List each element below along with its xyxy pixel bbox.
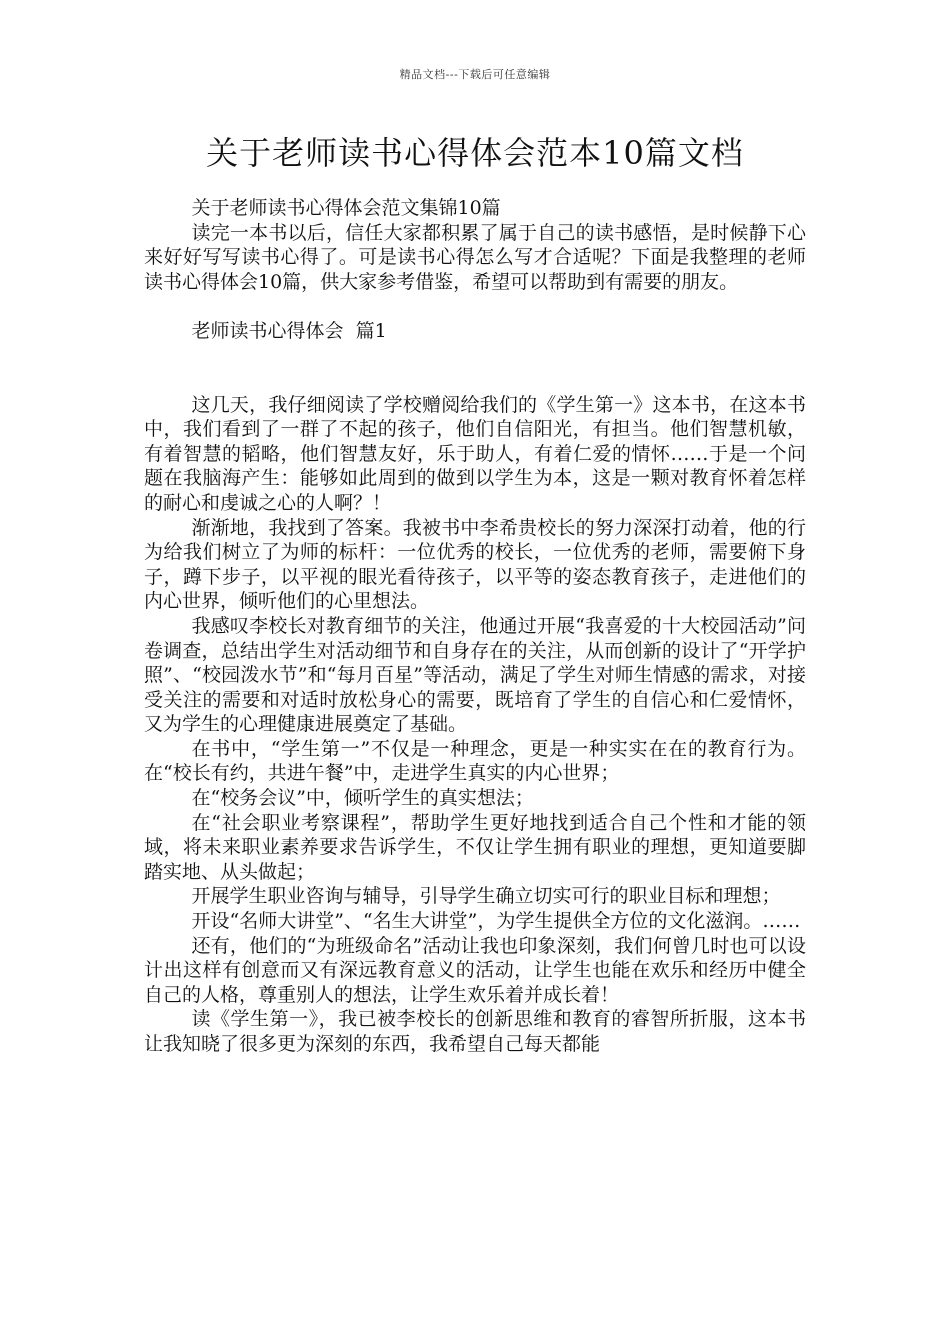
intro-paragraph: 读完一本书以后，信任大家都积累了属于自己的读书感悟，是时候静下心来好好写写读书心得了。可是读书心得怎么写才合适呢？下面是我整理的老师读书心得体会10篇，供大家参考借鉴，希望可以帮助到有需要的朋友。 bbox=[144, 221, 806, 293]
body-paragraph: 在“校务会议”中，倾听学生的真实想法； bbox=[191, 787, 534, 810]
spacer bbox=[144, 294, 806, 319]
body-paragraph: 在书中，“学生第一”不仅是一种理念，更是一种实实在在的教育行为。在“校长有约，共进午餐”中，走进学生真实的内心世界； bbox=[144, 737, 806, 785]
section-heading: 老师读书心得体会 篇1 bbox=[191, 319, 387, 342]
body-paragraph: 开展学生职业咨询与辅导，引导学生确立切实可行的职业目标和理想； bbox=[191, 885, 781, 908]
body-paragraph: 读《学生第一》，我已被李校长的创新思维和教育的睿智所折服，这本书让我知晓了很多更为深刻的东西，我希望自己每天都能 bbox=[144, 1008, 806, 1055]
document-body bbox=[144, 196, 806, 1057]
body-paragraph: 我感叹李校长对教育细节的关注，他通过开展“我喜爱的十大校园活动”问卷调查，总结出学生对活动细节和自身存在的关注，从而创新的设计了“开学护照”、“校园泼水节”和“每月百星”等活动，满足了学生对师生情感的需求，对接受关注的需要和对适时放松身心的需要，既培育了学生的自信心和仁爱情怀，又为学生的心理健康进展奠定了基础。 bbox=[144, 614, 806, 736]
body-paragraph: 这几天，我仔细阅读了学校赠阅给我们的《学生第一》这本书，在这本书中，我们看到了一群了不起的孩子，他们自信阳光，有担当。他们智慧机敏，有着智慧的韬略，他们智慧友好，乐于助人，有着仁爱的情怀……于是一个问题在我脑海产生：能够如此周到的做到以学生为本，这是一颗对教育怀着怎样的耐心和虔诚之心的人啊？！ bbox=[144, 393, 806, 514]
page-title: 关于老师读书心得体会范本10篇文档 bbox=[206, 134, 744, 172]
body-paragraph: 在“社会职业考察课程”，帮助学生更好地找到适合自己个性和才能的领域，将未来职业素养要求告诉学生，不仅让学生拥有职业的理想，更知道要脚踏实地、从头做起； bbox=[144, 811, 806, 883]
header-note: 精品文档---下载后可任意编辑 bbox=[399, 68, 551, 81]
body-paragraph: 还有，他们的“为班级命名”活动让我也印象深刻，我们何曾几时也可以设计出这样有创意而又有深远教育意义的活动，让学生也能在欢乐和经历中健全自己的人格，尊重别人的想法，让学生欢乐着并成长着！ bbox=[144, 934, 806, 1006]
body-paragraph: 开设“名师大讲堂”、“名生大讲堂”，为学生提供全方位的文化滋润。…… bbox=[191, 910, 801, 933]
intro-subtitle: 关于老师读书心得体会范文集锦10篇 bbox=[191, 197, 501, 219]
spacer bbox=[144, 344, 806, 393]
body-paragraph: 渐渐地，我找到了答案。我被书中李希贵校长的努力深深打动着，他的行为给我们树立了为师的标杆：一位优秀的校长，一位优秀的老师，需要俯下身子，蹲下步子，以平视的眼光看待孩子，以平等的姿态教育孩子，走进他们的内心世界，倾听他们的心里想法。 bbox=[144, 516, 806, 613]
